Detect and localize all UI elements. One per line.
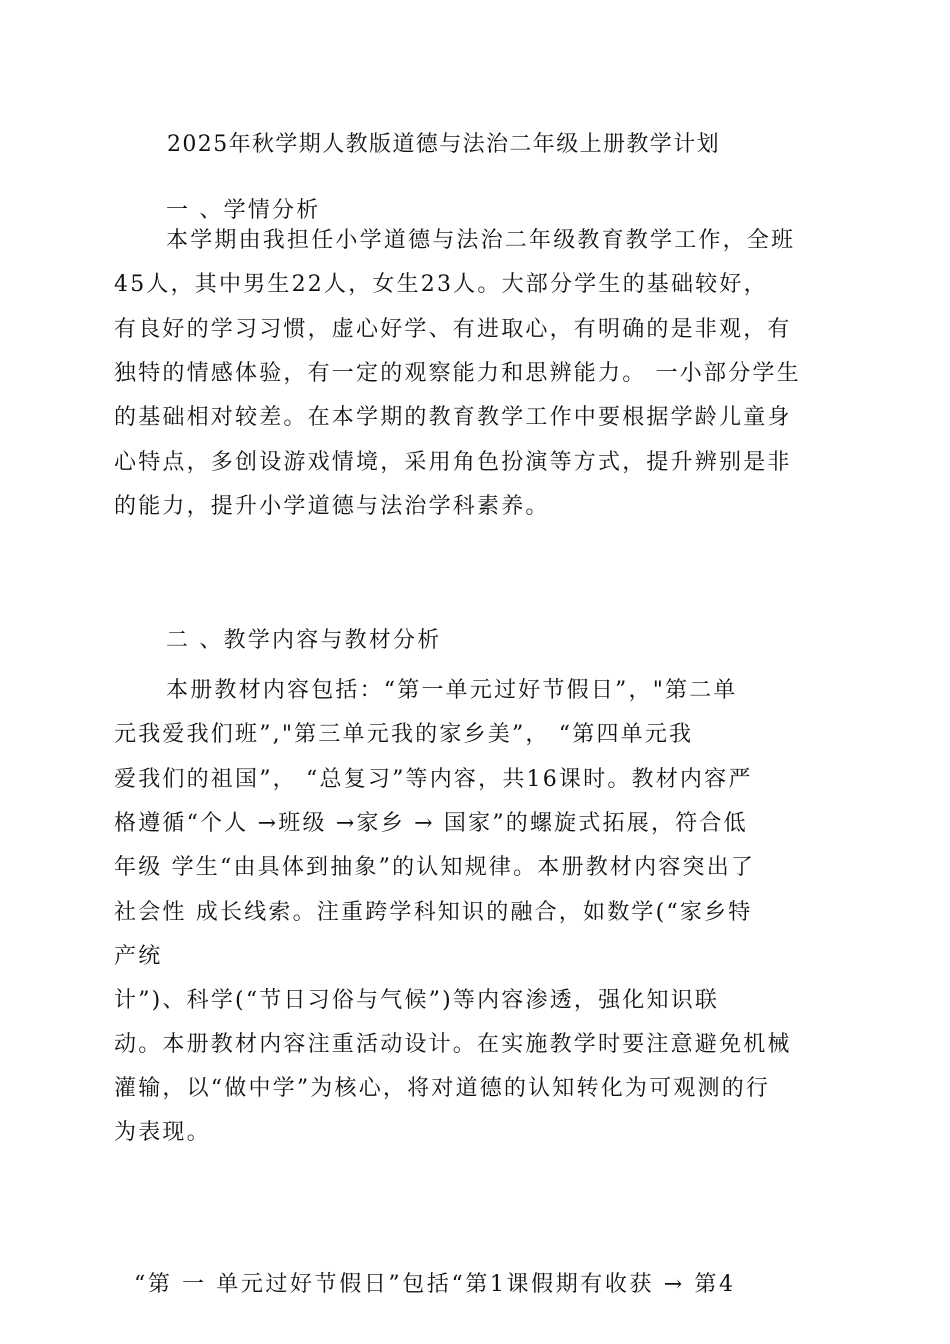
document-title: 2025年秋学期人教版道德与法治二年级上册教学计划 <box>167 132 720 157</box>
paragraph-line: 爱我们的祖国”， “总复习”等内容，共16课时。教材内容严 <box>114 767 753 792</box>
paragraph-line: 元我爱我们班”,"第三单元我的家乡美”， “第四单元我 <box>114 722 694 747</box>
paragraph-line: 为表现。 <box>114 1120 211 1145</box>
paragraph-line: 灌输，以“做中学”为核心，将对道德的认知转化为可观测的行 <box>114 1076 771 1101</box>
paragraph-line: 的基础相对较差。在本学期的教育教学工作中要根据学龄儿童身 <box>114 405 792 430</box>
paragraph-line: 本学期由我担任小学道德与法治二年级教育教学工作，全班 <box>166 228 796 253</box>
paragraph-line: 本册教材内容包括：“第一单元过好节假日”，"第二单 <box>166 678 738 703</box>
paragraph-line: 独特的情感体验，有一定的观察能力和思辨能力。 一小部分学生 <box>114 361 801 386</box>
paragraph-line: 社会性 成长线索。注重跨学科知识的融合，如数学(“家乡特 <box>114 900 753 925</box>
paragraph-line: 格遵循“个人 →班级 →家乡 → 国家”的螺旋式拓展，符合低 <box>114 811 748 836</box>
paragraph-line: 心特点，多创设游戏情境，采用角色扮演等方式，提升辨别是非 <box>114 450 792 475</box>
paragraph-line: “第 一 单元过好节假日”包括“第1课假期有收获 → 第4 <box>134 1272 736 1297</box>
paragraph-line: 产统 <box>114 944 163 969</box>
paragraph-line: 计”)、科学(“节日习俗与气候”)等内容渗透，强化知识联 <box>114 988 720 1013</box>
paragraph-line: 有良好的学习习惯，虚心好学、有进取心，有明确的是非观，有 <box>114 317 792 342</box>
paragraph-line: 年级 学生“由具体到抽象”的认知规律。本册教材内容突出了 <box>114 855 756 880</box>
paragraph-line: 的能力，提升小学道德与法治学科素养。 <box>114 494 550 519</box>
section-heading-learning-analysis: 一 、学情分析 <box>166 198 321 223</box>
section-heading-content-analysis: 二 、教学内容与教材分析 <box>166 628 442 653</box>
paragraph-line: 45人，其中男生22人，女生23人。大部分学生的基础较好， <box>114 272 768 297</box>
paragraph-line: 动。本册教材内容注重活动设计。在实施教学时要注意避免机械 <box>114 1032 792 1057</box>
